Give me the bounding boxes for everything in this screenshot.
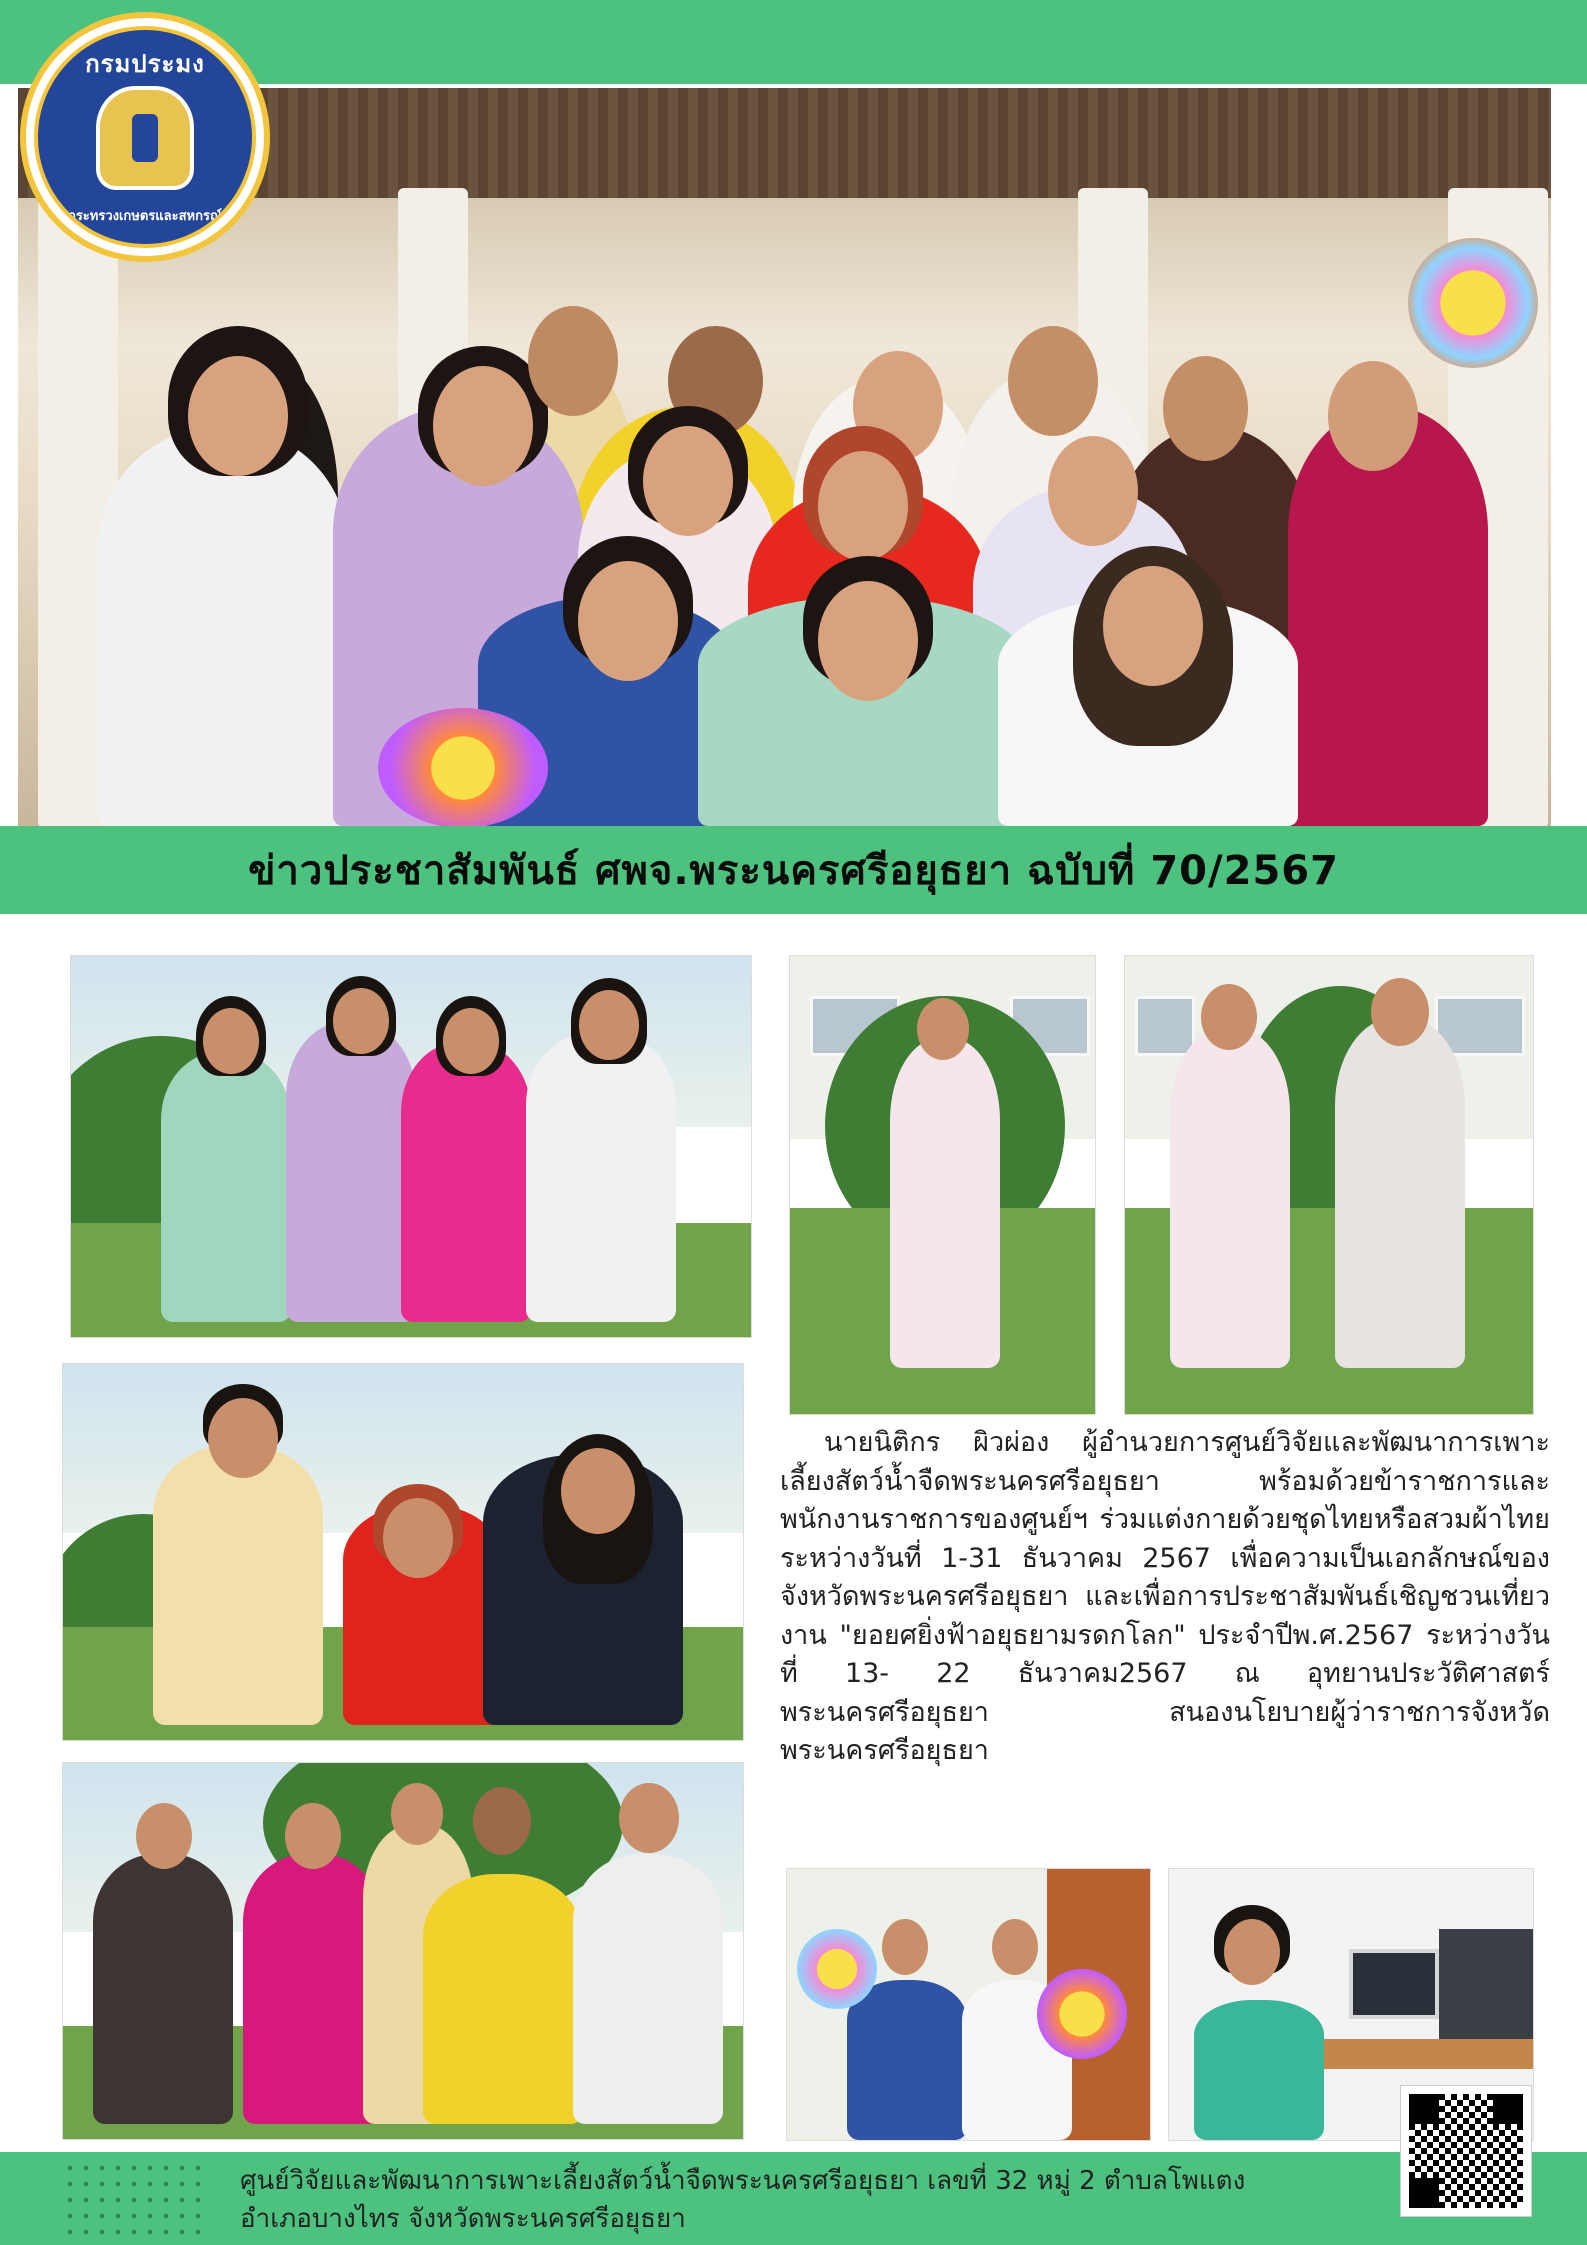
window	[1135, 996, 1195, 1056]
face	[203, 1008, 259, 1074]
face	[1371, 978, 1429, 1046]
photo-two-men	[1124, 955, 1534, 1415]
face	[1008, 326, 1098, 436]
person	[526, 1032, 676, 1322]
photo-three-people	[62, 1363, 744, 1741]
face	[882, 1919, 928, 1975]
footer-address-line-1: ศูนย์วิจัยและพัฒนาการเพาะเลี้ยงสัตว์น้ำจืดพระนครศรีอยุธยา เลขที่ 32 หมู่ 2 ตำบลโพแตง	[240, 2166, 1246, 2196]
person	[890, 1038, 1000, 1368]
face	[619, 1783, 679, 1853]
photo-four-women	[70, 955, 752, 1338]
photo-two-women-balloons	[786, 1868, 1151, 2141]
face	[992, 1919, 1038, 1975]
qr-code[interactable]	[1400, 2085, 1532, 2217]
computer-monitor	[1349, 1949, 1439, 2019]
flower-balloon	[797, 1929, 877, 2009]
face	[1328, 361, 1418, 471]
person	[161, 1052, 291, 1322]
face	[391, 1783, 443, 1845]
logo-seal	[34, 26, 256, 248]
face	[473, 1787, 531, 1855]
computer-tower	[1439, 1929, 1534, 2039]
qr-code-icon	[1409, 2094, 1523, 2208]
footer-address-line-2: อำเภอบางไทร จังหวัดพระนครศรีอยุธยา	[240, 2204, 686, 2234]
person	[847, 1980, 967, 2140]
person	[153, 1445, 323, 1725]
face	[443, 1008, 499, 1074]
person	[423, 1874, 583, 2124]
flower-balloon	[378, 708, 548, 826]
person	[1194, 2000, 1324, 2140]
face	[208, 1398, 278, 1478]
person	[401, 1042, 531, 1322]
news-title: ข่าวประชาสัมพันธ์ ศพจ.พระนครศรีอยุธยา ฉบับที่ 70/2567	[248, 848, 1339, 894]
face	[528, 306, 618, 416]
face	[433, 366, 533, 486]
face	[1224, 1919, 1280, 1985]
person	[286, 1022, 416, 1322]
face	[1048, 436, 1138, 546]
hero-people	[18, 266, 1551, 826]
face	[561, 1448, 635, 1534]
footer-address	[240, 2162, 1245, 2238]
title-band	[0, 826, 1587, 914]
face	[285, 1803, 341, 1869]
person	[93, 1854, 233, 2124]
person	[98, 426, 348, 826]
face	[1201, 984, 1257, 1050]
footer-dot-pattern	[62, 2160, 212, 2236]
person	[243, 1854, 383, 2124]
face	[917, 998, 969, 1060]
flower-balloon	[1408, 238, 1538, 368]
face	[643, 426, 733, 536]
face	[188, 356, 288, 476]
face	[818, 451, 908, 561]
face	[818, 581, 918, 701]
article-body: นายนิติกร ผิวผ่อง ผู้อำนวยการศูนย์วิจัยและพัฒนาการเพาะเลี้ยงสัตว์น้ำจืดพระนครศรีอยุธยา พร้อมด้วยข้าราชการและพนักงานราชการของศูนย์ฯ ร่วมแต่งกายด้วยชุดไทยหรือสวมผ้าไทย ระหว่างวันที่ 1-31 ธันวาคม 2567 เพื่อความเป็นเอกลักษณ์ของจังหวัดพระนครศรีอยุธยา และเพื่อการประชาสัมพันธ์เชิญชวนเที่ยวงาน "ยอยศยิ่งฟ้าอยุธยามรดกโลก" ประจำปีพ.ศ.2567 ระหว่างวันที่ 13- 22 ธันวาคม2567 ณ อุทยานประวัติศาสตร์พระนครศรีอยุธยา สนองนโยบายผู้ว่าราชการจังหวัดพระนครศรีอยุธยา	[780, 1427, 1550, 1766]
person	[1335, 1018, 1465, 1368]
face	[1103, 566, 1203, 686]
face	[579, 990, 639, 1060]
face	[578, 561, 678, 681]
logo-top-text: กรมประมง	[85, 50, 205, 78]
logo-bottom-text: กระทรวงเกษตรและสหกรณ์	[67, 209, 223, 224]
face	[383, 1498, 453, 1578]
logo-emblem-icon	[96, 86, 194, 190]
face	[1163, 356, 1248, 461]
face	[333, 988, 389, 1054]
flower-balloon	[1037, 1969, 1127, 2059]
person	[1170, 1028, 1290, 1368]
person	[1288, 406, 1488, 826]
photo-director-floral-shirt	[789, 955, 1096, 1415]
department-logo	[20, 12, 270, 262]
person	[573, 1854, 723, 2124]
face	[136, 1803, 192, 1869]
photo-five-men	[62, 1762, 744, 2140]
